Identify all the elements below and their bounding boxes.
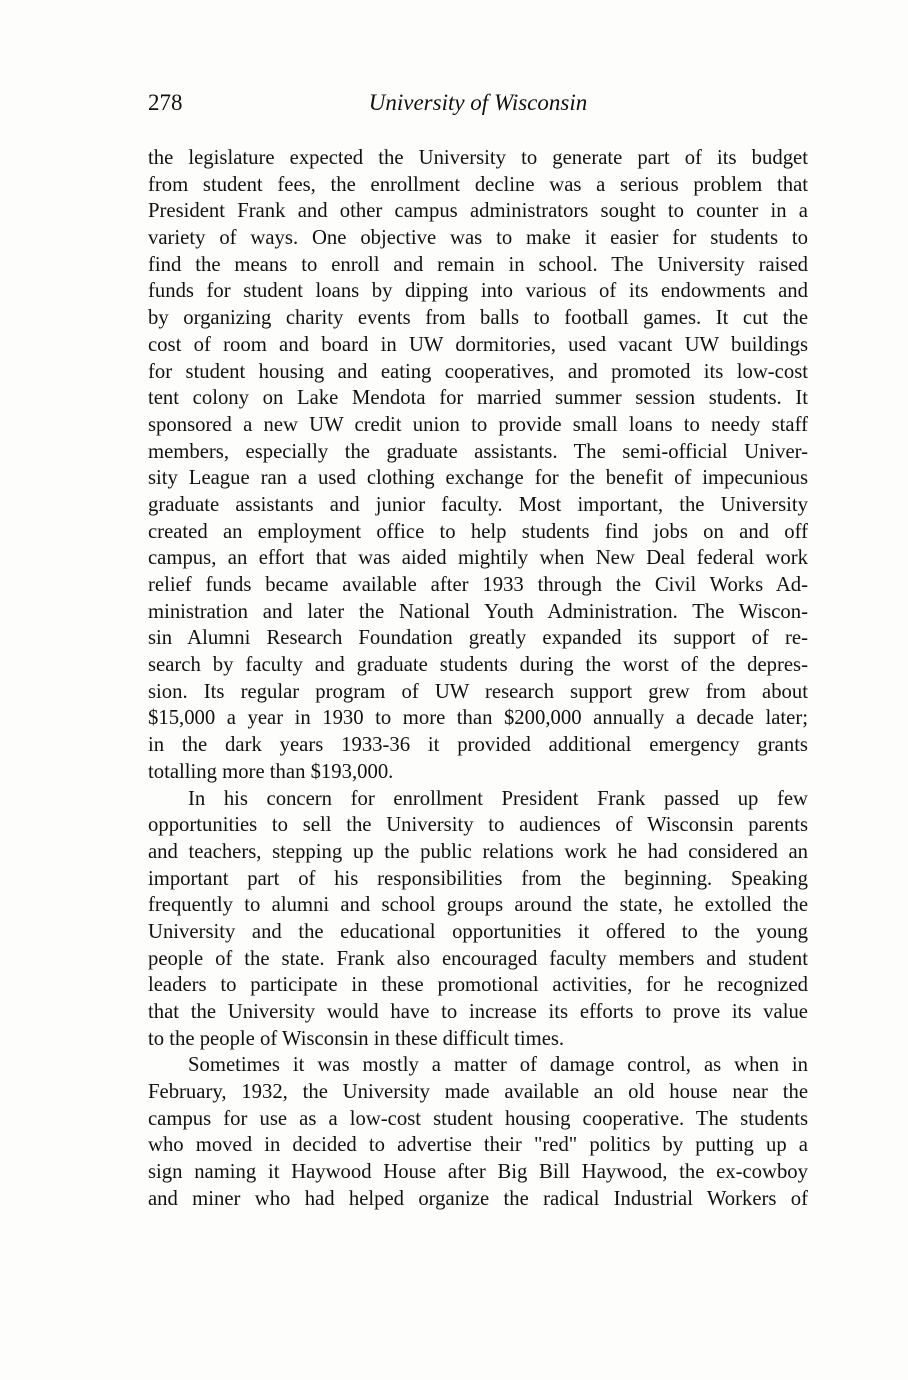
- text-line: variety of ways. One objective was to make it easier for students to: [148, 227, 808, 250]
- text-line: sign naming it Haywood House after Big Bill Haywood, the ex-cowboy: [148, 1161, 808, 1184]
- text-line: sin Alumni Research Foundation greatly expanded its support of re-: [148, 627, 808, 650]
- text-line: frequently to alumni and school groups around the state, he extolled the: [148, 894, 808, 917]
- running-title: University of Wisconsin: [368, 90, 588, 115]
- text-line: and miner who had helped organize the radical Industrial Workers of: [148, 1187, 808, 1210]
- text-line: sity League ran a used clothing exchange for the benefit of impecunious: [148, 467, 808, 490]
- text-line: University and the educational opportunities it offered to the young: [148, 920, 808, 943]
- text-line: people of the state. Frank also encouraged faculty members and student: [148, 947, 808, 970]
- text-line: the legislature expected the University to generate part of its budget: [148, 147, 808, 169]
- running-head: [148, 88, 808, 122]
- text-line: graduate assistants and junior faculty. Most important, the University: [148, 493, 808, 516]
- text-line: totalling more than $193,000.: [148, 760, 394, 783]
- text-line: created an employment office to help students find jobs on and off: [148, 520, 808, 543]
- page-number: 278: [148, 90, 183, 115]
- text-line: search by faculty and graduate students during the worst of the depres-: [148, 654, 808, 677]
- text-line: from student fees, the enrollment decline was a serious problem that: [148, 173, 808, 196]
- text-line: in the dark years 1933-36 it provided additional emergency grants: [148, 734, 808, 757]
- text-line: relief funds became available after 1933 through the Civil Works Ad-: [148, 574, 808, 596]
- text-line: February, 1932, the University made available an old house near the: [148, 1081, 808, 1104]
- text-line: who moved in decided to advertise their "red" politics by putting up a: [148, 1134, 808, 1157]
- text-line: campus, an effort that was aided mightily when New Deal federal work: [148, 547, 808, 570]
- text-line: to the people of Wisconsin in these difficult times.: [148, 1027, 565, 1050]
- body-text: [148, 145, 808, 1213]
- text-line: In his concern for enrollment President Frank passed up few: [188, 787, 808, 810]
- text-line: that the University would have to increase its efforts to prove its value: [148, 1001, 808, 1023]
- text-line: by organizing charity events from balls to football games. It cut the: [148, 307, 808, 330]
- text-line: leaders to participate in these promotional activities, for he recognized: [148, 974, 808, 997]
- paragraph-1: [148, 145, 808, 786]
- text-line: opportunities to sell the University to audiences of Wisconsin parents: [148, 814, 808, 837]
- text-line: members, especially the graduate assistants. The semi-official Univer-: [148, 440, 808, 463]
- text-line: for student housing and eating cooperatives, and promoted its low-cost: [148, 360, 808, 383]
- text-line: important part of his responsibilities from the beginning. Speaking: [148, 867, 808, 890]
- text-line: funds for student loans by dipping into various of its endowments and: [148, 280, 808, 303]
- paragraph-2: [148, 786, 808, 1053]
- paragraph-3: [148, 1052, 808, 1212]
- text-line: President Frank and other campus administrators sought to counter in a: [148, 200, 808, 223]
- text-line: ministration and later the National Youth Administration. The Wiscon-: [148, 600, 808, 623]
- text-line: tent colony on Lake Mendota for married summer session students. It: [148, 387, 808, 410]
- text-line: sponsored a new UW credit union to provide small loans to needy staff: [148, 413, 808, 436]
- text-line: cost of room and board in UW dormitories, used vacant UW buildings: [148, 333, 808, 356]
- text-line: Sometimes it was mostly a matter of damage control, as when in: [188, 1054, 808, 1077]
- text-line: find the means to enroll and remain in school. The University raised: [148, 253, 808, 276]
- text-line: $15,000 a year in 1930 to more than $200,000 annually a decade later;: [148, 707, 808, 730]
- text-line: and teachers, stepping up the public relations work he had considered an: [148, 840, 808, 863]
- text-line: campus for use as a low-cost student housing cooperative. The students: [148, 1107, 808, 1130]
- text-line: sion. Its regular program of UW research support grew from about: [148, 680, 808, 703]
